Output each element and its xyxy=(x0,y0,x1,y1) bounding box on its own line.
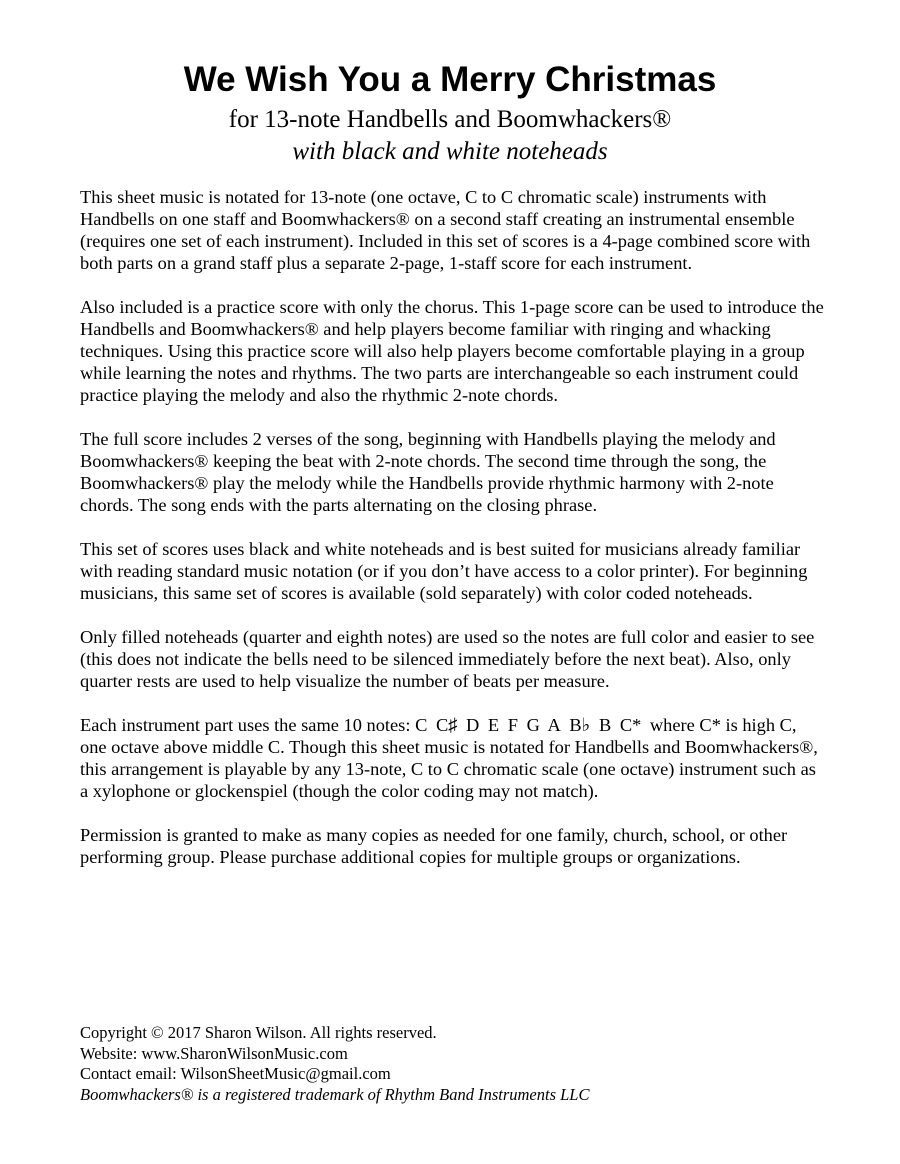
note-list xyxy=(415,715,645,735)
paragraph-score-overview: This sheet music is notated for 13-note (one octave, C to C chromatic scale) instruments with Handbells on one staff and Boomwhackers® on a second staff creating an instrumental ensemble (requires one set of each instrument). Included in this set of scores is a 4-page combined score with both parts on a grand staff plus a separate 2-page, 1-staff score for each instrument. xyxy=(80,187,811,273)
copyright-line: Copyright © 2017 Sharon Wilson. All rights reserved. xyxy=(80,1023,437,1042)
note-name: C* xyxy=(619,715,642,735)
trademark-notice: Boomwhackers® is a registered trademark of Rhythm Band Instruments LLC xyxy=(80,1084,590,1104)
paragraph-practice-score: Also included is a practice score with only the chorus. This 1-page score can be used to introduce the Handbells and Boomwhackers® and help players become familiar with ringing and whacking techniques. Using this practice score will also help players become comfortable playing in a group while learning the notes and rhythms. The two parts are interchangeable so each instrument could practice playing the melody and also the rhythmic 2-note chords. xyxy=(80,297,824,405)
paragraph-filled-noteheads: Only filled noteheads (quarter and eighth notes) are used so the notes are full color and easier to see (this does not indicate the bells need to be silenced immediately before the next beat). Also, only quarter rests are used to help visualize the number of beats per measure. xyxy=(80,627,815,691)
website-line: Website: www.SharonWilsonMusic.com xyxy=(80,1043,348,1063)
note-name: G xyxy=(526,715,540,735)
note-name: A xyxy=(547,715,561,735)
paragraph-permission: Permission is granted to make as many copies as needed for one family, church, school, or other performing group. Please purchase additional copies for multiple groups or organizations. xyxy=(80,825,788,867)
note-name: F xyxy=(507,715,518,735)
page-title: We Wish You a Merry Christmas xyxy=(183,60,717,99)
paragraph-noteheads: This set of scores uses black and white noteheads and is best suited for musicians already familiar with reading standard music notation (or if you don’t have access to a color printer). For beginning musicians, this same set of scores is available (sold separately) with color coded noteheads. xyxy=(80,539,808,603)
notes-intro: Each instrument part uses the same 10 notes: xyxy=(80,715,411,735)
contact-email-line: Contact email: WilsonSheetMusic@gmail.com xyxy=(80,1064,391,1083)
footer xyxy=(80,1023,840,1105)
note-name: B♭ xyxy=(569,715,591,735)
paragraph-notes-used xyxy=(80,714,825,802)
subtitle: for 13-note Handbells and Boomwhackers® xyxy=(228,106,672,133)
note-name: C xyxy=(415,715,428,735)
notes-explanation: where C* is high C, one octave above middle C. Though this sheet music is notated for Handbells and Boomwhackers®, this arrangement is playable by any 13-note, C to C chromatic scale (one octave) instrument such as a xylophone or glockenspiel (though the color coding may not match). xyxy=(80,715,818,801)
note-name: E xyxy=(487,715,500,735)
paragraph-full-score: The full score includes 2 verses of the song, beginning with Handbells playing the melody and Boomwhackers® keeping the beat with 2-note chords. The second time through the song, the Boomwhackers® play the melody while the Handbells provide rhythmic harmony with 2-note chords. The song ends with the parts alternating on the closing phrase. xyxy=(80,429,776,515)
body-text xyxy=(80,186,825,890)
note-name: C♯ xyxy=(435,715,458,735)
subtitle-italic: with black and white noteheads xyxy=(292,138,608,165)
note-name: D xyxy=(466,715,480,735)
note-name: B xyxy=(598,715,612,735)
